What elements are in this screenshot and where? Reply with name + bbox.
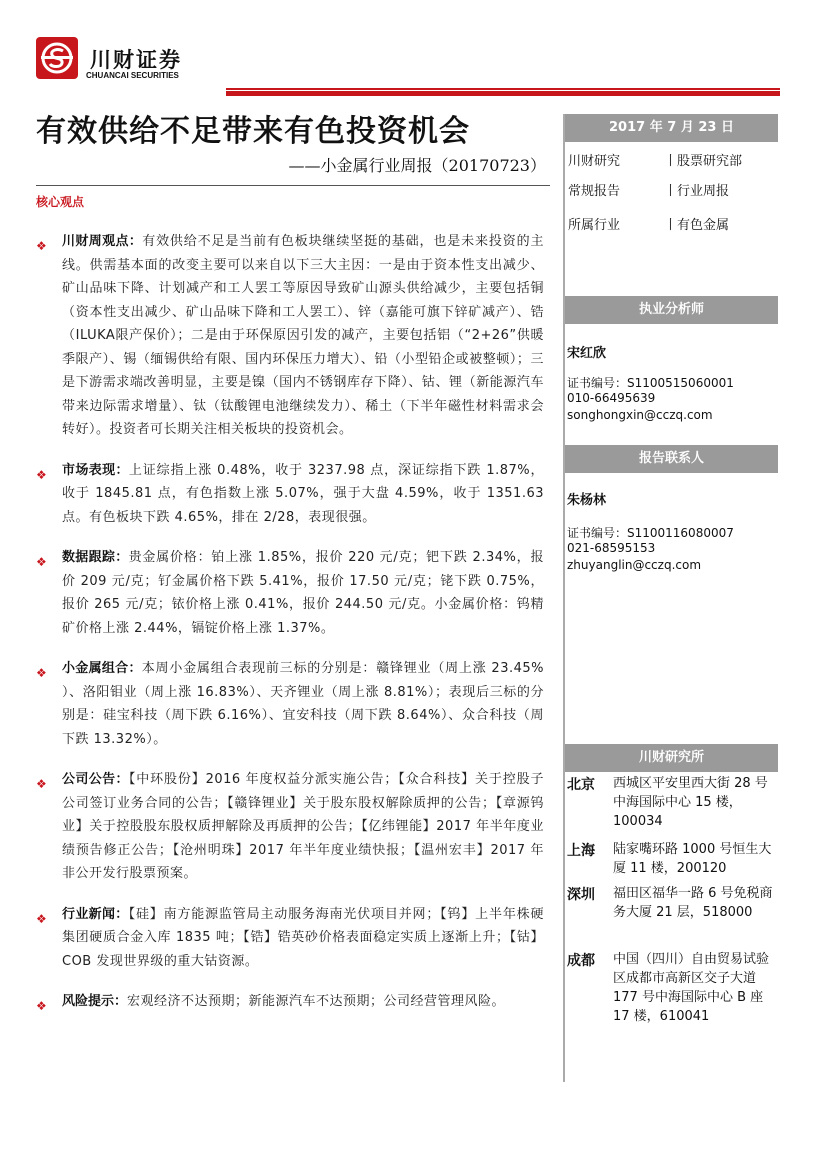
info-value: 丨行业周报 bbox=[664, 184, 730, 199]
bullet-label: 行业新闻： bbox=[62, 906, 129, 922]
office-city: 深圳 bbox=[567, 887, 595, 903]
info-key: 川财研究 bbox=[568, 154, 621, 169]
analyst-name: 宋红欣 bbox=[567, 346, 607, 361]
diamond-bullet-icon: ❖ bbox=[36, 666, 47, 680]
bullet-text: 【中环股份】2016 年度权益分派实施公告；【众合科技】关于控股子公司签订业务合同的公告；【赣锋锂业】关于股东股权解除质押的公告；【章源钨业】关于控股股东股权质押解除及再质押的公告；【亿纬锂能】2017 年半年度业绩预告修正公告；【沧州明珠】2017 年半年度业绩快报；【温州宏丰】2017 年非公开发行股票预案。 bbox=[62, 772, 544, 881]
key-points bbox=[36, 230, 544, 1031]
sidebar bbox=[563, 114, 778, 1082]
bullet-label: 小金属组合： bbox=[62, 661, 142, 676]
brand-name-cn: 川财证券 bbox=[90, 48, 182, 72]
bullet-text: 本周小金属组合表现前三标的分别是：赣锋锂业（周上涨 23.45% ）、洛阳钼业（周上涨 16.83%）、天齐锂业（周上涨 8.81%）；表现后三标的分别是：硅宝科技（周下跌 6.16%）、宜安科技（周下跌 8.64%）、众合科技（周下跌 13.32%）。 bbox=[62, 661, 544, 747]
office-address: 陆家嘴环路 1000 号恒生大厦 11 楼，200120 bbox=[613, 842, 772, 876]
logo-emblem-icon bbox=[36, 37, 78, 79]
bullet-label: 风险提示： bbox=[62, 994, 128, 1009]
analyst-header: 执业分析师 bbox=[565, 296, 778, 324]
contact-phone: 021-68595153 bbox=[567, 541, 656, 555]
bullet-news bbox=[36, 903, 544, 974]
office-city: 成都 bbox=[567, 953, 595, 969]
bullet-text: 有效供给不足是当前有色板块继续坚挺的基础，也是未来投资的主线。供需基本面的改变主要可以来自以下三大主因：一是由于资本性支出减少、矿山品味下降、计划减产和工人罢工等原因导致矿山源头供给减少，主要包括铜（资本性支出减少、矿山品味下降和工人罢工）、锌（嘉能可旗下锌矿减产）、锆（ILUKA限产保价）；二是由于环保原因引发的减产，主要包括铝（“2+26”供暖季限产）、锡（缅锡供给有限、国内环保压力增大）、铅（小型铅企或被整顿）；三是下游需求端改善明显，主要是镍（国内不锈钢库存下降）、钴、锂（新能源汽车带来边际需求增量）、钛（钛酸锂电池继续发力）、稀土（下半年磁性材料需求会转好）。投资者可长期关注相关板块的投资机会。 bbox=[62, 234, 544, 437]
title-rule bbox=[36, 185, 550, 186]
info-value: 丨有色金属 bbox=[664, 218, 730, 233]
analyst-cert: 证书编号：S1100515060001 bbox=[567, 376, 734, 390]
bullet-weekly-view bbox=[36, 230, 544, 442]
office-address: 中国（四川）自由贸易试验区成都市高新区交子大道 177 号中海国际中心 B 座 17 楼，610041 bbox=[613, 952, 770, 1024]
diamond-bullet-icon: ❖ bbox=[36, 239, 47, 253]
bullet-text: 宏观经济不达预期；新能源汽车不达预期；公司经营管理风险。 bbox=[127, 994, 506, 1009]
header-divider-thin bbox=[226, 88, 780, 90]
info-row-industry bbox=[568, 214, 730, 233]
bullet-label: 市场表现： bbox=[62, 462, 129, 478]
office-city: 北京 bbox=[567, 777, 595, 793]
contact-email[interactable]: zhuyanglin@cczq.com bbox=[567, 558, 702, 572]
institute-header: 川财研究所 bbox=[565, 744, 778, 772]
bullet-label: 数据跟踪： bbox=[62, 550, 129, 565]
office-address: 福田区福华一路 6 号免税商务大厦 21 层，518000 bbox=[613, 886, 773, 920]
info-key: 常规报告 bbox=[568, 184, 621, 199]
brand-name-en: CHUANCAI SECURITIES bbox=[86, 71, 179, 80]
contact-cert: 证书编号：S1100116080007 bbox=[567, 526, 734, 540]
diamond-bullet-icon: ❖ bbox=[36, 999, 47, 1013]
info-row-report-type bbox=[568, 180, 730, 199]
info-row-research bbox=[568, 150, 743, 169]
info-value: 丨股票研究部 bbox=[664, 154, 743, 169]
core-view-label: 核心观点 bbox=[36, 195, 85, 209]
report-subtitle: ——小金属行业周报（20170723） bbox=[288, 156, 546, 175]
bullet-data bbox=[36, 546, 544, 640]
bullet-risk bbox=[36, 990, 544, 1014]
analyst-phone: 010-66495639 bbox=[567, 391, 656, 405]
bullet-announcements bbox=[36, 768, 544, 886]
diamond-bullet-icon: ❖ bbox=[36, 555, 47, 569]
report-title: 有效供给不足带来有色投资机会 bbox=[36, 114, 470, 149]
bullet-label: 公司公告： bbox=[62, 772, 129, 787]
contact-name: 朱杨林 bbox=[567, 493, 607, 508]
office-city: 上海 bbox=[567, 843, 595, 859]
analyst-email[interactable]: songhongxin@cczq.com bbox=[567, 408, 713, 422]
diamond-bullet-icon: ❖ bbox=[36, 777, 47, 791]
header-divider-thick bbox=[226, 91, 780, 96]
report-date: 2017 年 7 月 23 日 bbox=[565, 114, 778, 142]
bullet-text: 贵金属价格：铂上涨 1.85%，报价 220 元/克；钯下跌 2.34%，报价 209 元/克；钌金属价格下跌 5.41%，报价 17.50 元/克；铑下跌 0.75%，报价 265 元/克；铱价格上涨 0.41%，报价 244.50 元/克。小金属价格：钨精矿价格上涨 2.44%，镉锭价格上涨 1.37%。 bbox=[62, 550, 544, 636]
info-key: 所属行业 bbox=[568, 218, 621, 233]
bullet-portfolio bbox=[36, 657, 544, 751]
bullet-label: 川财周观点： bbox=[62, 234, 143, 249]
company-logo bbox=[36, 37, 78, 79]
bullet-text: 上证综指上涨 0.48%，收于 3237.98 点，深证综指下跌 1.87%，收于 1845.81 点，有色指数上涨 5.07%，强于大盘 4.59%，收于 1351.63 点。有色板块下跌 4.65%，排在 2/28，表现很强。 bbox=[62, 462, 544, 525]
contact-header: 报告联系人 bbox=[565, 445, 778, 473]
diamond-bullet-icon: ❖ bbox=[36, 467, 47, 482]
office-address: 西城区平安里西大街 28 号中海国际中心 15 楼，100034 bbox=[613, 776, 768, 829]
bullet-text: 【硅】南方能源监管局主动服务海南光伏项目并网；【钨】上半年株硬集团硬质合金入库 1835 吨；【锆】锆英砂价格表面稳定实质上逐渐上升；【钴】COB 发现世界级的重大钴资源。 bbox=[62, 906, 544, 969]
diamond-bullet-icon: ❖ bbox=[36, 911, 47, 926]
bullet-market bbox=[36, 459, 544, 530]
